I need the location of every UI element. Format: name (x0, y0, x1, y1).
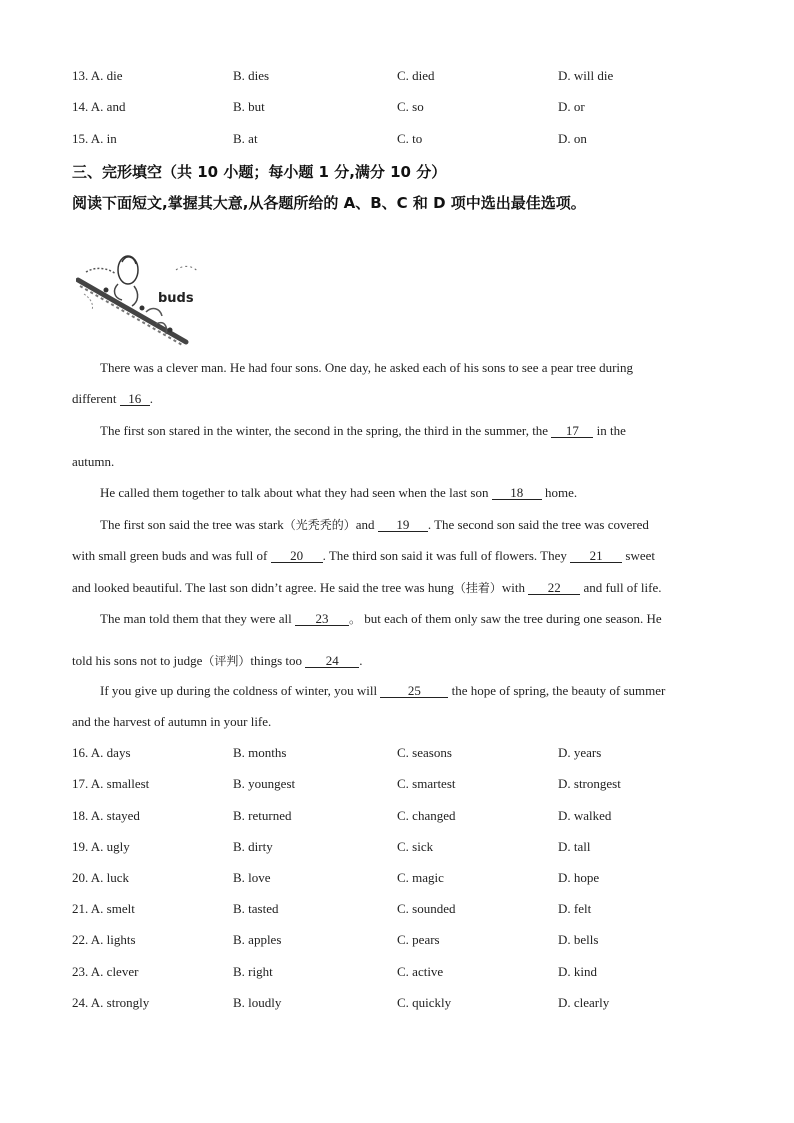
passage-line: told his sons not to judge（评判）things too 24 . (72, 653, 363, 668)
option-c: C. died (397, 68, 435, 83)
passage-line: different 16 . (72, 391, 154, 406)
option-d: D. walked (558, 808, 612, 823)
option-b: B. right (233, 964, 273, 979)
option-c: C. active (397, 964, 444, 979)
blank-18: 18 (492, 486, 542, 500)
option-d: D. bells (558, 932, 599, 947)
option-d: D. hope (558, 870, 600, 885)
option-b: B. months (233, 745, 287, 760)
question-row (0, 99, 794, 119)
option-b: B. at (233, 131, 258, 146)
passage-line: autumn. (72, 454, 115, 469)
option-a: 16. A. days (72, 745, 131, 760)
option-d: D. tall (558, 839, 591, 854)
passage-line: There was a clever man. He had four sons. One day, he asked each of his sons to see a pear tree during (100, 360, 634, 375)
option-b: B. dirty (233, 839, 273, 854)
option-a: 22. A. lights (72, 932, 136, 947)
option-d: D. or (558, 99, 585, 114)
option-d: D. kind (558, 964, 597, 979)
option-b: B. but (233, 99, 265, 114)
question-row (0, 995, 794, 1015)
option-c: C. changed (397, 808, 456, 823)
blank-19: 19 (378, 518, 428, 532)
passage-line: The first son said the tree was stark（光秃秃的）and 19 . The second son said the tree was covered (100, 517, 649, 532)
option-c: C. magic (397, 870, 444, 885)
question-row (0, 745, 794, 765)
question-row (0, 131, 794, 151)
option-d: D. strongest (558, 776, 621, 791)
passage-line: The man told them that they were all 23 。 but each of them only saw the tree during one season. He (100, 611, 662, 626)
question-row (0, 901, 794, 921)
option-b: B. tasted (233, 901, 279, 916)
passage-line: He called them together to talk about what they had seen when the last son 18 home. (100, 485, 578, 500)
question-row (0, 932, 794, 952)
option-d: D. years (558, 745, 602, 760)
question-row (0, 68, 794, 88)
question-row (0, 808, 794, 828)
option-a: 23. A. clever (72, 964, 139, 979)
option-b: B. returned (233, 808, 292, 823)
option-a: 15. A. in (72, 131, 117, 146)
buds-illustration (76, 250, 204, 346)
option-a: 17. A. smallest (72, 776, 150, 791)
option-c: C. seasons (397, 745, 452, 760)
option-b: B. love (233, 870, 271, 885)
question-row (0, 839, 794, 859)
section-instruction: 阅读下面短文,掌握其大意,从各题所给的 A、B、C 和 D 项中选出最佳选项。 (72, 194, 586, 212)
blank-23: 23 (295, 612, 349, 626)
section-title: 三、完形填空（共 10 小题；每小题 1 分,满分 10 分） (72, 163, 447, 181)
option-c: C. smartest (397, 776, 456, 791)
blank-16: 16 (120, 392, 150, 406)
option-d: D. felt (558, 901, 592, 916)
question-row (0, 776, 794, 796)
option-b: B. youngest (233, 776, 296, 791)
option-d: D. clearly (558, 995, 610, 1010)
option-c: C. quickly (397, 995, 452, 1010)
blank-24: 24 (305, 654, 359, 668)
option-a: 21. A. smelt (72, 901, 135, 916)
blank-25: 25 (380, 684, 448, 698)
branch-sketch (76, 250, 204, 346)
option-c: C. sick (397, 839, 434, 854)
option-a: 18. A. stayed (72, 808, 140, 823)
option-c: C. pears (397, 932, 440, 947)
option-b: B. apples (233, 932, 282, 947)
option-c: C. sounded (397, 901, 456, 916)
option-d: D. on (558, 131, 587, 146)
buds-label: buds (158, 291, 194, 306)
option-c: C. to (397, 131, 423, 146)
option-a: 24. A. strongly (72, 995, 150, 1010)
option-a: 19. A. ugly (72, 839, 130, 854)
blank-20: 20 (271, 549, 323, 563)
blank-22: 22 (528, 581, 580, 595)
passage-line: with small green buds and was full of 20 . The third son said it was full of flowers. They 21 sweet (72, 548, 656, 563)
option-a: 20. A. luck (72, 870, 130, 885)
option-c: C. so (397, 99, 424, 114)
question-row (0, 870, 794, 890)
passage-line: The first son stared in the winter, the second in the spring, the third in the summer, the 17 in the (100, 423, 626, 438)
blank-21: 21 (570, 549, 622, 563)
question-row (0, 964, 794, 984)
option-b: B. dies (233, 68, 270, 83)
option-d: D. will die (558, 68, 614, 83)
passage-line: If you give up during the coldness of winter, you will 25 the hope of spring, the beauty of summer (100, 683, 666, 698)
option-b: B. loudly (233, 995, 282, 1010)
passage-line: and the harvest of autumn in your life. (72, 714, 272, 729)
blank-17: 17 (551, 424, 593, 438)
option-a: 14. A. and (72, 99, 126, 114)
passage-line: and looked beautiful. The last son didn’t agree. He said the tree was hung（挂着）with 22 and full of life. (72, 580, 662, 595)
option-a: 13. A. die (72, 68, 123, 83)
